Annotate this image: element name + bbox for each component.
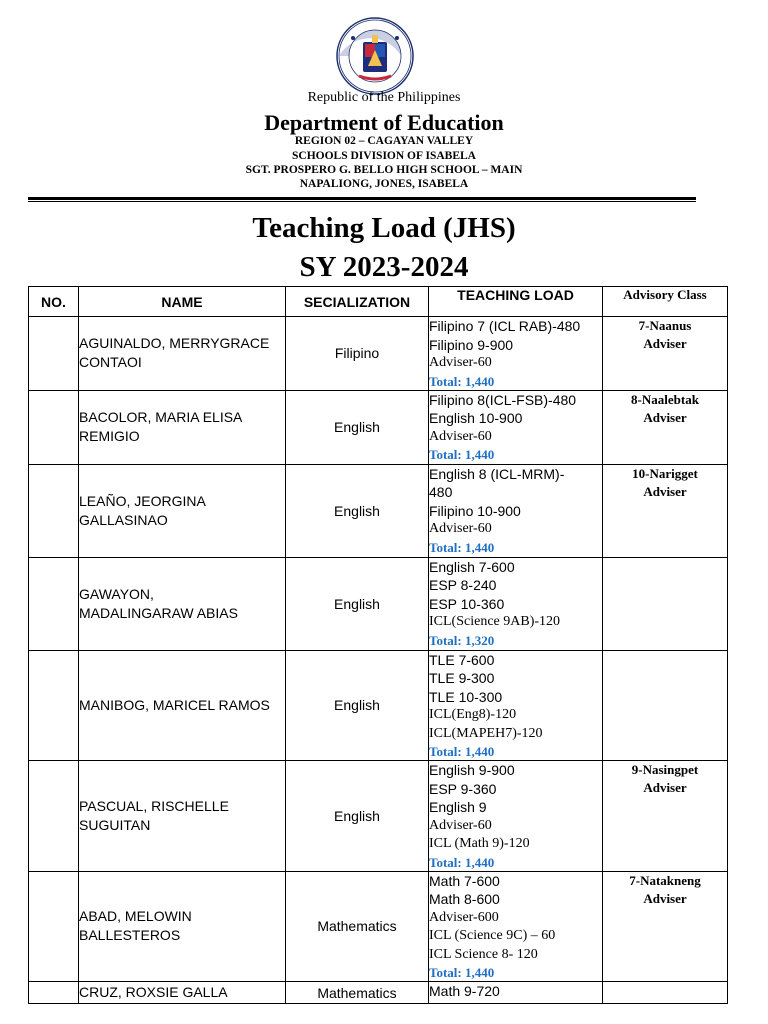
load-item: 480 [429, 484, 453, 500]
name-line: BACOLOR, MARIA ELISA [79, 409, 243, 426]
advisory-class [603, 982, 728, 1004]
header-divider-thick [28, 197, 696, 200]
address-label: NAPALIONG, JONES, ISABELA [299, 178, 469, 190]
teaching-load [429, 871, 603, 982]
load-total: Total: 1,440 [429, 854, 495, 870]
table-row [29, 317, 728, 391]
advisory-role: Adviser [643, 336, 687, 351]
table-row [29, 761, 728, 872]
specialization: English [286, 390, 429, 464]
region-label: REGION 02 – CAGAYAN VALLEY [294, 135, 474, 147]
specialization: English [286, 761, 429, 872]
teaching-load [429, 317, 603, 391]
name-line: CONTAOI [79, 354, 142, 371]
deped-seal-logo [329, 16, 421, 96]
teaching-load [429, 761, 603, 872]
load-item: Adviser-60 [429, 817, 492, 833]
advisory-class [603, 557, 728, 650]
name-line: MANIBOG, MARICEL RAMOS [79, 696, 270, 713]
row-no [29, 982, 79, 1004]
teacher-name [79, 317, 286, 391]
load-item: Filipino 7 (ICL RAB)-480 [429, 318, 581, 334]
specialization: Mathematics [286, 871, 429, 982]
table-row [29, 650, 728, 761]
load-item: ESP 10-360 [429, 595, 505, 612]
load-item: ESP 9-360 [429, 780, 497, 797]
load-item: Math 9-720 [429, 983, 500, 999]
advisory-role: Adviser [643, 780, 687, 795]
load-item: ICL (Science 9C) – 60 [429, 928, 556, 943]
name-line: GALLASINAO [79, 511, 168, 528]
load-total: Total: 1,440 [429, 373, 495, 389]
load-total: Total: 1,440 [429, 744, 495, 759]
load-item: English 9-900 [429, 762, 515, 778]
row-no [29, 871, 79, 982]
row-no [29, 557, 79, 650]
teaching-load-table [28, 286, 728, 1004]
advisory-section: 7-Natakneng [629, 872, 701, 888]
load-item: Adviser-60 [429, 355, 492, 370]
teaching-load [429, 650, 603, 761]
load-item: TLE 7-600 [429, 651, 495, 668]
load-item: TLE 10-300 [429, 688, 503, 705]
table-header-row [29, 287, 728, 317]
advisory-class [603, 761, 728, 872]
school-label: SGT. PROSPERO G. BELLO HIGH SCHOOL – MAIN [245, 164, 523, 176]
load-item: Filipino 8(ICL-FSB)-480 [429, 391, 577, 408]
load-item: Filipino 9-900 [429, 336, 514, 353]
load-total: Total: 1,440 [429, 447, 495, 462]
division-label: SCHOOLS DIVISION OF ISABELA [292, 150, 476, 162]
table-row [29, 982, 728, 1004]
load-item: English 10-900 [429, 410, 523, 426]
advisory-section: 9-Nasingpet [631, 762, 699, 777]
specialization: English [286, 464, 429, 557]
teacher-name [79, 464, 286, 557]
load-item: Math 7-600 [429, 872, 500, 889]
name-line: ABAD, MELOWIN [79, 908, 192, 925]
teaching-load [429, 390, 603, 464]
teaching-load [429, 982, 603, 1004]
row-no [29, 317, 79, 391]
advisory-class [603, 317, 728, 391]
specialization: English [286, 650, 429, 761]
teacher-name [79, 390, 286, 464]
col-header-no: NO. [29, 287, 79, 317]
row-no [29, 761, 79, 872]
advisory-role: Adviser [643, 409, 687, 425]
load-item: Math 8-600 [429, 891, 500, 907]
load-total: Total: 1,440 [429, 965, 495, 980]
table-row [29, 464, 728, 557]
load-item: Filipino 10-900 [429, 502, 521, 519]
advisory-class [603, 871, 728, 982]
load-item: ICL(Eng8)-120 [429, 707, 517, 722]
load-item: TLE 9-300 [429, 670, 495, 686]
specialization: Mathematics [286, 982, 429, 1004]
col-header-advisory-class: Advisory Class [603, 287, 728, 317]
load-item: Adviser-60 [429, 428, 492, 444]
teaching-load [429, 557, 603, 650]
teacher-name [79, 982, 286, 1004]
name-line: BALLESTEROS [79, 927, 181, 944]
load-total: Total: 1,440 [429, 539, 495, 555]
specialization: English [286, 557, 429, 650]
advisory-section: 10-Narigget [632, 465, 698, 481]
name-line: AGUINALDO, MERRYGRACE [79, 335, 270, 352]
load-item: ICL (Math 9)-120 [429, 836, 530, 851]
advisory-role: Adviser [643, 483, 687, 499]
advisory-class [603, 390, 728, 464]
col-header-name: NAME [79, 287, 286, 317]
republic-label: Republic of the Philippines [307, 90, 461, 105]
school-year-title: SY 2023-2024 [299, 251, 469, 283]
name-line: SUGUITAN [79, 816, 151, 833]
specialization: Filipino [286, 317, 429, 391]
load-item: Adviser-600 [429, 909, 499, 925]
department-title: Department of Education [264, 110, 504, 135]
load-item: ICL Science 8- 120 [429, 946, 538, 962]
document-title: Teaching Load (JHS) [252, 212, 516, 244]
name-line: REMIGIO [79, 428, 140, 444]
table-row [29, 557, 728, 650]
teacher-name [79, 557, 286, 650]
row-no [29, 390, 79, 464]
advisory-class [603, 464, 728, 557]
name-line: PASCUAL, RISCHELLE [79, 797, 229, 814]
header-divider-thin [28, 201, 696, 202]
name-line: GAWAYON, [79, 585, 154, 602]
teacher-name [79, 761, 286, 872]
name-line: LEAÑO, JEORGINA [79, 492, 206, 509]
load-item: English 8 (ICL-MRM)- [429, 465, 565, 482]
load-item: ICL(Science 9AB)-120 [429, 614, 561, 629]
teaching-load [429, 464, 603, 557]
col-header-teaching-load: TEACHING LOAD [429, 287, 603, 317]
advisory-role: Adviser [643, 890, 687, 906]
table-row [29, 390, 728, 464]
advisory-section: 7-Naanus [638, 318, 692, 333]
table-row [29, 871, 728, 982]
load-item: Adviser-60 [429, 521, 492, 536]
col-header-specialization: SECIALIZATION [286, 287, 429, 317]
name-line: MADALINGARAW ABIAS [79, 604, 238, 621]
load-total: Total: 1,320 [429, 632, 495, 648]
row-no [29, 650, 79, 761]
load-item: English 7-600 [429, 558, 515, 575]
row-no [29, 464, 79, 557]
load-item: ICL(MAPEH7)-120 [429, 725, 543, 741]
load-item: English 9 [429, 799, 487, 815]
advisory-section: 8-Naalebtak [631, 391, 699, 407]
advisory-class [603, 650, 728, 761]
load-item: ESP 8-240 [429, 577, 497, 593]
teacher-name [79, 871, 286, 982]
name-line: CRUZ, ROXSIE GALLA [79, 984, 228, 1001]
teacher-name [79, 650, 286, 761]
